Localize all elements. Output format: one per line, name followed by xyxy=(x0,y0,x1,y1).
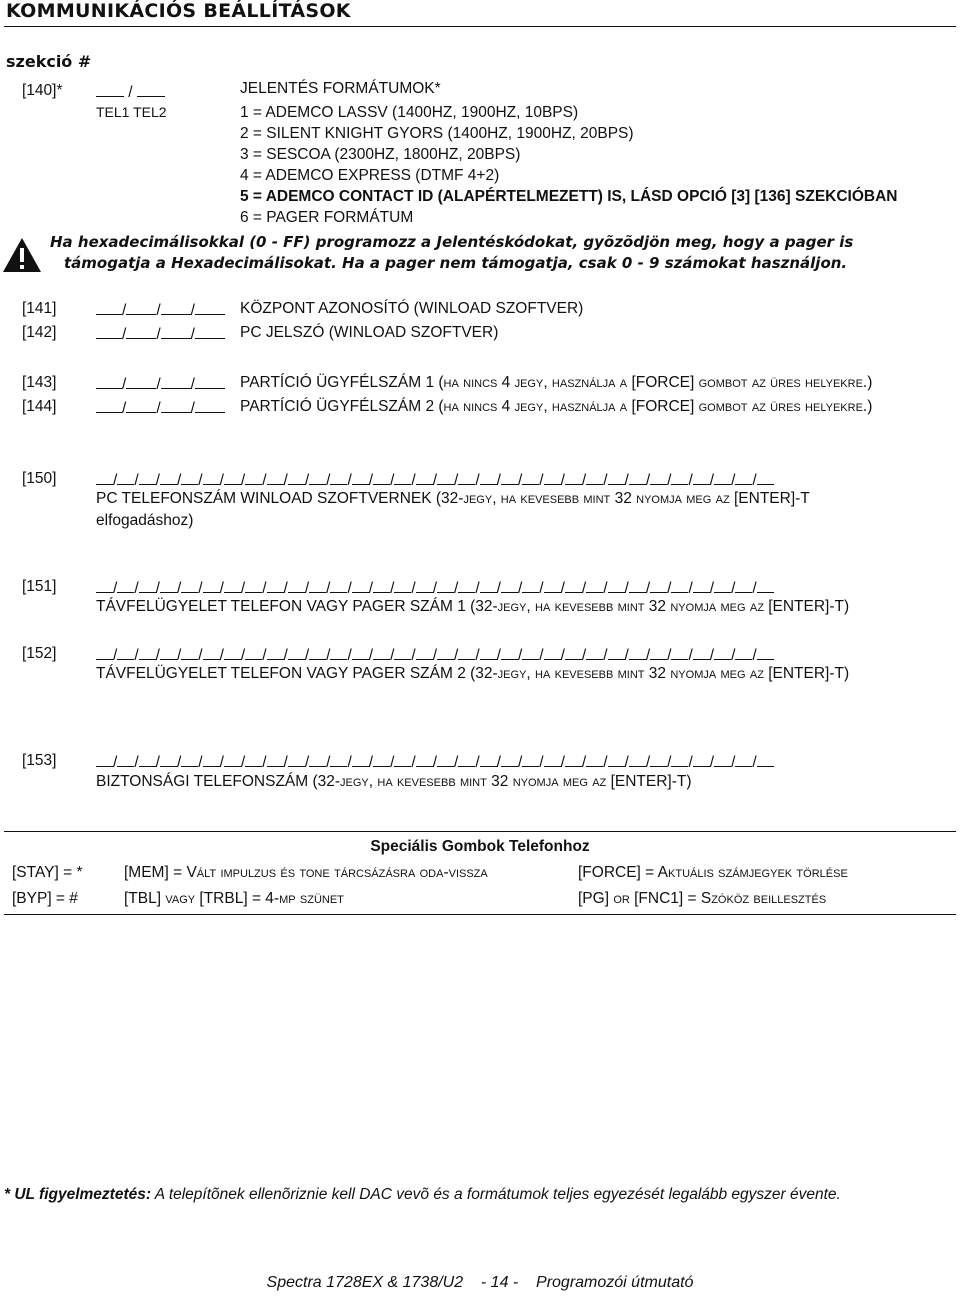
digit-slot[interactable] xyxy=(437,645,454,660)
page-footer: Spectra 1728EX & 1738/U2 - 14 - Programozói útmutató xyxy=(266,1274,694,1291)
digit-slot[interactable] xyxy=(501,752,518,767)
digit-slot[interactable] xyxy=(203,578,220,593)
digit-slot[interactable] xyxy=(416,645,433,660)
section-desc-142: PC JELSZÓ (WINLOAD SZOFTVER) xyxy=(240,324,499,341)
digit-slot[interactable] xyxy=(160,470,177,485)
digit-slot[interactable] xyxy=(735,470,752,485)
digit-slot[interactable] xyxy=(693,470,710,485)
digit-slot[interactable] xyxy=(352,578,369,593)
digit-slot[interactable] xyxy=(501,470,518,485)
digit-slot[interactable] xyxy=(373,470,390,485)
digit-slot[interactable] xyxy=(288,645,305,660)
digit-slot[interactable] xyxy=(544,578,561,593)
digit-slot[interactable] xyxy=(288,752,305,767)
tel-fields-140[interactable]: / xyxy=(96,82,165,102)
digit-slot[interactable] xyxy=(757,578,774,593)
digit-slot[interactable] xyxy=(117,645,134,660)
digit-slot[interactable] xyxy=(373,578,390,593)
digit-slot[interactable] xyxy=(373,752,390,767)
digit-slot[interactable] xyxy=(608,645,625,660)
digit-slot[interactable] xyxy=(565,645,582,660)
digit-slot[interactable] xyxy=(373,645,390,660)
digit-slot[interactable] xyxy=(309,578,326,593)
digit-slot[interactable] xyxy=(544,470,561,485)
input-fields-142[interactable]: / / / xyxy=(96,324,225,344)
digit-slot[interactable] xyxy=(586,470,603,485)
digit-slot[interactable] xyxy=(757,645,774,660)
tel-labels: TEL1 TEL2 xyxy=(96,104,167,120)
digit-slot[interactable] xyxy=(96,470,113,485)
digit-slot[interactable] xyxy=(394,752,411,767)
warning-icon xyxy=(2,236,42,274)
digit-slot[interactable] xyxy=(352,470,369,485)
digit-slot[interactable] xyxy=(544,645,561,660)
digit-slot[interactable] xyxy=(480,470,497,485)
section-desc-150: PC TELEFONSZÁM WINLOAD SZOFTVERNEK (32-jegy, ha kevesebb mint 32 nyomja meg az [ENTER]-T xyxy=(96,490,810,507)
digit-slot[interactable] xyxy=(735,578,752,593)
digit-slot[interactable] xyxy=(330,752,347,767)
digit-slot[interactable] xyxy=(181,752,198,767)
ul-warning-label: * UL figyelmeztetés: xyxy=(4,1186,152,1203)
digit-slot[interactable] xyxy=(522,645,539,660)
section-desc-143: PARTÍCIÓ ÜGYFÉLSZÁM 1 (ha nincs 4 jegy, használja a [FORCE] gombot az üres helyekre.) xyxy=(240,374,873,391)
digit-slot[interactable] xyxy=(522,578,539,593)
digit-slot[interactable] xyxy=(139,470,156,485)
digit-slot[interactable] xyxy=(394,645,411,660)
ul-warning-text: A telepítõnek ellenõriznie kell DAC vevõ és a formátumok teljes egyezését legalább egyszer évente. xyxy=(151,1186,841,1203)
digit-slot[interactable] xyxy=(437,470,454,485)
warning-line-1: Ha hexadecimálisokkal (0 - FF) programozz a Jelentéskódokat, gyõzõdjön meg, hogy a pager is xyxy=(50,233,854,251)
digit-slot[interactable] xyxy=(458,752,475,767)
digit-slot[interactable] xyxy=(629,645,646,660)
special-key-stay: [STAY] = * xyxy=(12,864,83,881)
digit-slot[interactable] xyxy=(714,645,731,660)
digit-slot[interactable] xyxy=(181,645,198,660)
section-code-144: [144] xyxy=(22,398,57,415)
digit-slot[interactable] xyxy=(671,752,688,767)
digit-slot[interactable] xyxy=(245,752,262,767)
phone-digits-153[interactable]: / / / / / / / / / / / / / / / / / / / / / / / / / / / / / / / xyxy=(96,752,774,772)
title-rule xyxy=(4,26,956,27)
digit-slot[interactable] xyxy=(565,578,582,593)
digit-slot[interactable] xyxy=(309,470,326,485)
digit-slot[interactable] xyxy=(224,470,241,485)
section-code-141: [141] xyxy=(22,300,57,317)
section-code-152: [152] xyxy=(22,645,57,662)
digit-slot[interactable] xyxy=(501,578,518,593)
digit-slot[interactable] xyxy=(394,470,411,485)
section-label: szekció # xyxy=(6,52,92,71)
digit-slot[interactable] xyxy=(586,645,603,660)
digit-slot[interactable] xyxy=(757,752,774,767)
digit-slot[interactable] xyxy=(203,645,220,660)
digit-slot[interactable] xyxy=(96,645,113,660)
digit-slot[interactable] xyxy=(160,645,177,660)
input-fields-141[interactable]: / / / xyxy=(96,300,225,320)
digit-slot[interactable] xyxy=(330,645,347,660)
section-code-150: [150] xyxy=(22,470,57,487)
digit-slot[interactable] xyxy=(458,578,475,593)
digit-slot[interactable] xyxy=(267,470,284,485)
digit-slot[interactable] xyxy=(480,645,497,660)
special-key-mem: [MEM] = Vált impulzus és tone tárcsázásra oda-vissza xyxy=(124,864,488,881)
digit-slot[interactable] xyxy=(245,645,262,660)
section-desc-152: TÁVFELÜGYELET TELEFON VAGY PAGER SZÁM 2 (32-jegy, ha kevesebb mint 32 nyomja meg az [ENTER]-T) xyxy=(96,665,850,682)
special-key-force: [FORCE] = Aktuális számjegyek törlése xyxy=(578,864,848,881)
digit-slot[interactable] xyxy=(117,470,134,485)
digit-slot[interactable] xyxy=(267,752,284,767)
digit-slot[interactable] xyxy=(714,470,731,485)
digit-slot[interactable] xyxy=(267,645,284,660)
digit-slot[interactable] xyxy=(309,752,326,767)
digit-slot[interactable] xyxy=(160,578,177,593)
digit-slot[interactable] xyxy=(522,470,539,485)
digit-slot[interactable] xyxy=(714,578,731,593)
digit-slot[interactable] xyxy=(458,470,475,485)
digit-slot[interactable] xyxy=(693,645,710,660)
digit-slot[interactable] xyxy=(650,470,667,485)
digit-slot[interactable] xyxy=(160,752,177,767)
digit-slot[interactable] xyxy=(330,470,347,485)
digit-slot[interactable] xyxy=(501,645,518,660)
digit-slot[interactable] xyxy=(245,578,262,593)
digit-slot[interactable] xyxy=(416,752,433,767)
digit-slot[interactable] xyxy=(608,752,625,767)
special-key-pg: [PG] or [FNC1] = Szóköz beillesztés xyxy=(578,890,827,907)
format-option-6: 6 = PAGER FORMÁTUM xyxy=(240,209,414,226)
digit-slot[interactable] xyxy=(224,752,241,767)
digit-slot[interactable] xyxy=(267,578,284,593)
format-option-1: 1 = ADEMCO LASSV (1400HZ, 1900HZ, 10BPS) xyxy=(240,104,579,121)
digit-slot[interactable] xyxy=(650,578,667,593)
digit-slot[interactable] xyxy=(480,578,497,593)
digit-slot[interactable] xyxy=(352,645,369,660)
digit-slot[interactable] xyxy=(586,752,603,767)
digit-slot[interactable] xyxy=(139,752,156,767)
phone-digits-150[interactable]: / / / / / / / / / / / / / / / / / / / / / / / / / / / / / / / xyxy=(96,470,774,490)
digit-slot[interactable] xyxy=(394,578,411,593)
section-desc-144: PARTÍCIÓ ÜGYFÉLSZÁM 2 (ha nincs 4 jegy, használja a [FORCE] gombot az üres helyekre.) xyxy=(240,398,873,415)
digit-slot[interactable] xyxy=(650,645,667,660)
digit-slot[interactable] xyxy=(735,752,752,767)
input-fields-143[interactable]: / / / xyxy=(96,374,225,394)
digit-slot[interactable] xyxy=(544,752,561,767)
digit-slot[interactable] xyxy=(629,578,646,593)
digit-slot[interactable] xyxy=(96,752,113,767)
digit-slot[interactable] xyxy=(437,578,454,593)
warning-line-2: támogatja a Hexadecimálisokat. Ha a pager nem támogatja, csak 0 - 9 számokat használjon. xyxy=(64,254,848,272)
section-code-143: [143] xyxy=(22,374,57,391)
special-key-tbl: [TBL] vagy [TRBL] = 4-mp szünet xyxy=(124,890,344,907)
format-option-5: 5 = ADEMCO CONTACT ID (ALAPÉRTELMEZETT) IS, LÁSD OPCIÓ [3] [136] SZEKCIÓBAN xyxy=(240,188,898,205)
digit-slot[interactable] xyxy=(480,752,497,767)
digit-slot[interactable] xyxy=(288,470,305,485)
digit-slot[interactable] xyxy=(139,645,156,660)
page-title: KOMMUNIKÁCIÓS BEÁLLÍTÁSOK xyxy=(6,0,351,22)
section-code-153: [153] xyxy=(22,752,57,769)
ul-warning-note xyxy=(4,1186,841,1204)
digit-slot[interactable] xyxy=(416,470,433,485)
digit-slot[interactable] xyxy=(671,645,688,660)
digit-slot[interactable] xyxy=(117,578,134,593)
digit-slot[interactable] xyxy=(309,645,326,660)
section-code-140: [140]* xyxy=(22,82,63,99)
digit-slot[interactable] xyxy=(416,578,433,593)
digit-slot[interactable] xyxy=(330,578,347,593)
digit-slot[interactable] xyxy=(735,645,752,660)
digit-slot[interactable] xyxy=(608,578,625,593)
digit-slot[interactable] xyxy=(586,578,603,593)
section-desc-141: KÖZPONT AZONOSÍTÓ (WINLOAD SZOFTVER) xyxy=(240,300,584,317)
digit-slot[interactable] xyxy=(224,578,241,593)
digit-slot[interactable] xyxy=(608,470,625,485)
digit-slot[interactable] xyxy=(203,470,220,485)
digit-slot[interactable] xyxy=(139,578,156,593)
format-option-3: 3 = SESCOA (2300HZ, 1800HZ, 20BPS) xyxy=(240,146,521,163)
digit-slot[interactable] xyxy=(181,578,198,593)
digit-slot[interactable] xyxy=(650,752,667,767)
digit-slot[interactable] xyxy=(458,645,475,660)
phone-digits-152[interactable]: / / / / / / / / / / / / / / / / / / / / / / / / / / / / / / / xyxy=(96,645,774,665)
phone-digits-151[interactable]: / / / / / / / / / / / / / / / / / / / / / / / / / / / / / / / xyxy=(96,578,774,598)
digit-slot[interactable] xyxy=(671,470,688,485)
digit-slot[interactable] xyxy=(224,645,241,660)
digit-slot[interactable] xyxy=(714,752,731,767)
section-desc-150-cont: elfogadáshoz) xyxy=(96,512,194,529)
section-desc-153: BIZTONSÁGI TELEFONSZÁM (32-jegy, ha kevesebb mint 32 nyomja meg az [ENTER]-T) xyxy=(96,773,692,790)
special-key-byp: [BYP] = # xyxy=(12,890,78,907)
digit-slot[interactable] xyxy=(117,752,134,767)
digit-slot[interactable] xyxy=(181,470,198,485)
digit-slot[interactable] xyxy=(203,752,220,767)
digit-slot[interactable] xyxy=(565,470,582,485)
digit-slot[interactable] xyxy=(437,752,454,767)
section-code-151: [151] xyxy=(22,578,57,595)
digit-slot[interactable] xyxy=(671,578,688,593)
format-option-4: 4 = ADEMCO EXPRESS (DTMF 4+2) xyxy=(240,167,500,184)
format-heading: JELENTÉS FORMÁTUMOK* xyxy=(240,80,441,97)
digit-slot[interactable] xyxy=(522,752,539,767)
digit-slot[interactable] xyxy=(757,470,774,485)
digit-slot[interactable] xyxy=(565,752,582,767)
digit-slot[interactable] xyxy=(629,470,646,485)
digit-slot[interactable] xyxy=(629,752,646,767)
format-option-2: 2 = SILENT KNIGHT GYORS (1400HZ, 1900HZ, 20BPS) xyxy=(240,125,634,142)
digit-slot[interactable] xyxy=(245,470,262,485)
section-desc-151: TÁVFELÜGYELET TELEFON VAGY PAGER SZÁM 1 (32-jegy, ha kevesebb mint 32 nyomja meg az [ENTER]-T) xyxy=(96,598,850,615)
digit-slot[interactable] xyxy=(693,752,710,767)
digit-slot[interactable] xyxy=(693,578,710,593)
special-keys-title: Speciális Gombok Telefonhoz xyxy=(370,838,590,855)
input-fields-144[interactable]: / / / xyxy=(96,398,225,418)
special-keys-bottom-rule xyxy=(4,914,956,915)
digit-slot[interactable] xyxy=(96,578,113,593)
section-code-142: [142] xyxy=(22,324,57,341)
digit-slot[interactable] xyxy=(288,578,305,593)
special-keys-top-rule xyxy=(4,831,956,832)
digit-slot[interactable] xyxy=(352,752,369,767)
